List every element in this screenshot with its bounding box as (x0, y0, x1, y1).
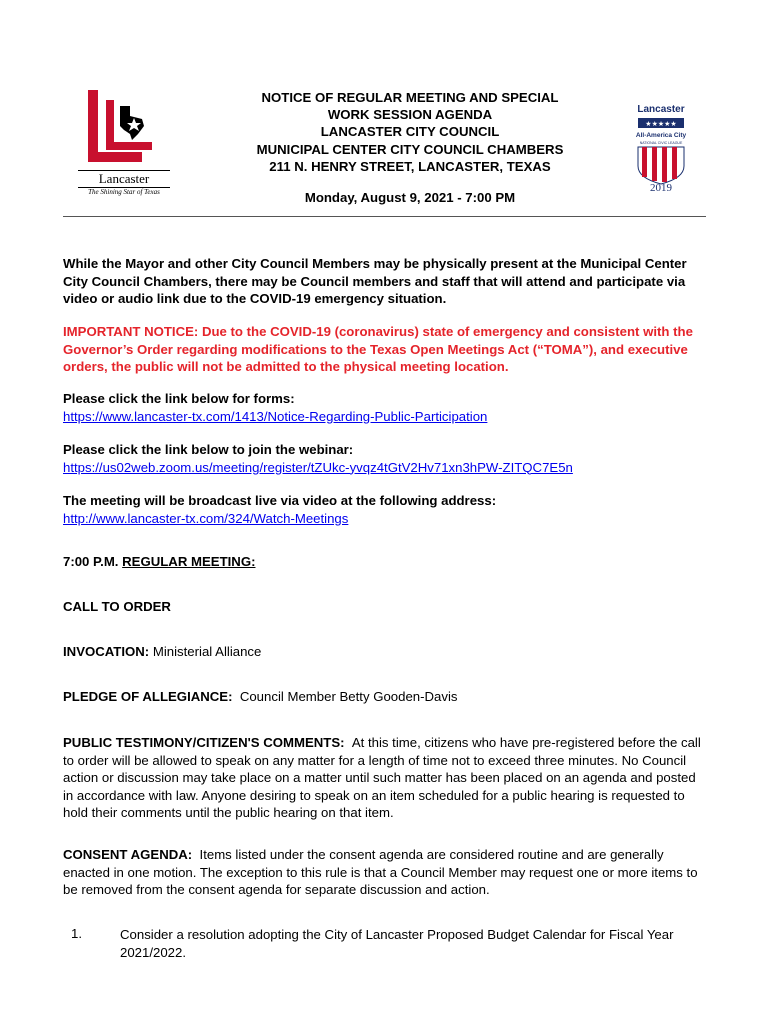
header-divider (63, 216, 706, 217)
header-line-3: LANCASTER CITY COUNCIL (320, 124, 500, 140)
logo-tagline: The Shining Star of Texas (78, 187, 170, 196)
webinar-link[interactable]: https://us02web.zoom.us/meeting/register/tZUkc-yvqz4tGtV2Hv71xn3hPW-ZITQC7E5n (63, 459, 573, 475)
regular-meeting-label: REGULAR MEETING: (122, 554, 256, 569)
forms-section (63, 390, 708, 425)
pledge-line (63, 688, 708, 706)
lancaster-l-mark-icon (78, 86, 170, 170)
consent-agenda-text: Items listed under the consent agenda are considered routine and are generally enacted in one motion. The exception to this rule is that a Council Member may request one or more items to be removed from the consent agenda for separate discussion and action. (63, 847, 698, 897)
pledge-text: Council Member Betty Gooden-Davis (239, 689, 458, 704)
invocation-label: INVOCATION: (63, 644, 150, 659)
forms-label: Please click the link below for forms: (63, 391, 295, 406)
broadcast-label: The meeting will be broadcast live via video at the following address: (63, 493, 497, 508)
invocation-line (63, 643, 708, 661)
public-testimony (63, 734, 708, 822)
agenda-item-number: 1. (71, 926, 82, 941)
pledge-label: PLEDGE OF ALLEGIANCE: (63, 689, 233, 704)
regular-meeting-heading (63, 553, 708, 571)
lancaster-logo (78, 86, 170, 198)
agenda-item-text: Consider a resolution adopting the City of Lancaster Proposed Budget Calendar for Fiscal Year 2021/2022. (120, 927, 674, 960)
consent-agenda-label: CONSENT AGENDA: (63, 847, 193, 862)
webinar-label: Please click the link below to join the webinar: (63, 442, 354, 457)
broadcast-section (63, 492, 708, 527)
logo-brand-text: Lancaster (78, 170, 170, 187)
all-america-city-logo (630, 104, 692, 196)
award-title: All-America City (635, 132, 687, 139)
agenda-header (200, 89, 620, 175)
public-testimony-text: At this time, citizens who have pre-registered before the call to order will be allowed to speak on any matter for a length of time not to exceed three minutes. No Council action or discussion may take place on a matter until such matter has been placed on an agenda and posted in accordance with law. Anyone desiring to speak on an item scheduled for a public hearing is requested to hold their comments until the public hearing on that item. (63, 735, 701, 820)
important-notice: IMPORTANT NOTICE: Due to the COVID-19 (coronavirus) state of emergency and consistent with the Governor’s Order regarding modifications to the Texas Open Meetings Act (“TOMA”), and executive orders, the public will not be admitted to the physical meeting location. (63, 324, 693, 374)
header-line-5: 211 N. HENRY STREET, LANCASTER, TEXAS (269, 158, 551, 174)
invocation-text: Ministerial Alliance (152, 644, 262, 659)
webinar-section (63, 441, 708, 476)
award-city-name: Lancaster (637, 104, 685, 115)
consent-agenda (63, 846, 708, 899)
header-line-1: NOTICE OF REGULAR MEETING AND SPECIAL (261, 90, 559, 105)
intro-paragraph: While the Mayor and other City Council Members may be physically present at the Municipal Center City Council Chambers, there may be Council members and staff that will attend and participate via video or audio link due to the COVID-19 emergency situation. (63, 256, 687, 306)
award-subtitle: NATIONAL CIVIC LEAGUE (639, 141, 683, 145)
regular-meeting-time: 7:00 P.M. (63, 554, 119, 569)
call-to-order: CALL TO ORDER (63, 599, 171, 614)
award-year: 2019 (650, 182, 672, 194)
header-line-4: MUNICIPAL CENTER CITY COUNCIL CHAMBERS (256, 141, 564, 157)
svg-text:★★★★★: ★★★★★ (645, 120, 677, 128)
forms-link[interactable]: https://www.lancaster-tx.com/1413/Notice-Regarding-Public-Participation (63, 408, 488, 424)
public-testimony-label: PUBLIC TESTIMONY/CITIZEN'S COMMENTS: (63, 735, 345, 750)
meeting-date: Monday, August 9, 2021 - 7:00 PM (304, 190, 516, 205)
broadcast-link[interactable]: http://www.lancaster-tx.com/324/Watch-Meetings (63, 510, 349, 526)
header-line-2: WORK SESSION AGENDA (327, 107, 493, 123)
